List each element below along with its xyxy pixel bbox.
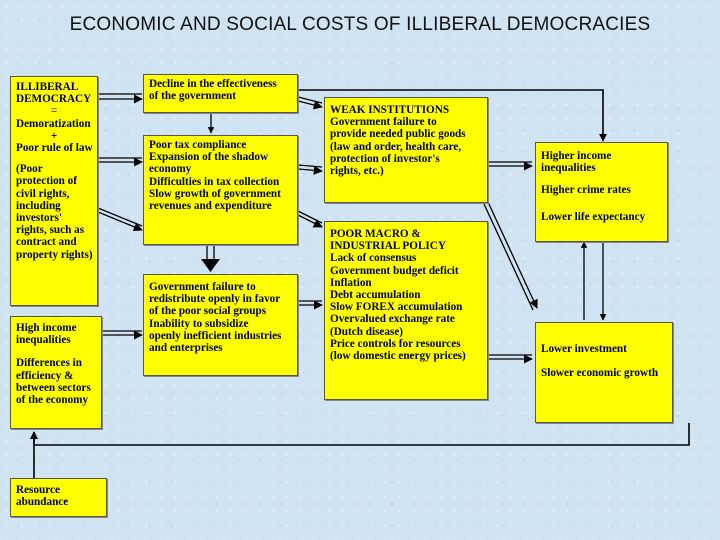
- arrow-weak-to-higher: [488, 162, 532, 166]
- box-text: property rights): [16, 248, 93, 261]
- arrow-macro-to-lower: [488, 355, 532, 359]
- arrow-redistribute-to-macro: [298, 301, 322, 305]
- tax-compliance-box: [143, 135, 298, 245]
- box-text: Inability to subsidize: [149, 317, 249, 330]
- box-text: DEMOCRACY: [16, 93, 92, 106]
- box-text: =: [50, 105, 58, 118]
- box-text: revenues and expenditure: [149, 200, 272, 213]
- box-text: including: [16, 199, 61, 212]
- box-text: Difficulties in tax collection: [149, 175, 280, 188]
- higher-inequalities-box: [535, 142, 668, 242]
- arrow-tax-to-macro: [298, 211, 322, 227]
- box-heading: INDUSTRIAL POLICY: [330, 240, 446, 253]
- box-text: protection of: [16, 175, 78, 188]
- box-text: Debt accumulation: [330, 289, 421, 302]
- box-text: Price controls for resources: [330, 337, 461, 350]
- box-text: civil rights,: [16, 187, 70, 200]
- box-text: Demoratization: [16, 117, 91, 130]
- redistribution-failure-box: [143, 274, 298, 376]
- box-text: inequalities: [541, 162, 596, 175]
- box-text: provide needed public goods: [330, 128, 466, 141]
- box-text: of the poor social groups: [149, 305, 267, 318]
- income-inequalities-box: [10, 316, 102, 429]
- box-text: Government failure to: [149, 281, 256, 293]
- box-text: and enterprises: [149, 342, 223, 355]
- box-text: Differences in: [16, 357, 82, 370]
- box-text: Inflation: [330, 276, 372, 289]
- box-text: (Poor: [16, 163, 43, 176]
- box-text: Poor tax compliance: [149, 139, 247, 151]
- lower-investment-box: [535, 322, 673, 423]
- box-text: efficiency &: [16, 369, 74, 382]
- box-heading: POOR MACRO &: [330, 228, 421, 240]
- box-text: contract and: [16, 236, 77, 249]
- macro-industrial-policy-box: [324, 221, 488, 400]
- box-text: Higher income: [541, 150, 612, 162]
- arrow-illiberal-to-decline: [98, 94, 142, 99]
- box-text: Higher crime rates: [541, 184, 631, 197]
- box-text: High income: [16, 322, 77, 334]
- diagram-title: ECONOMIC AND SOCIAL COSTS OF ILLIBERAL DEMOCRACIES: [69, 14, 651, 35]
- box-text: +: [50, 129, 58, 142]
- box-text: Slow growth of government: [149, 187, 281, 200]
- box-text: (law and order, health care,: [330, 140, 462, 153]
- box-text: Lower life expectancy: [541, 210, 646, 223]
- arrow-weak-to-lower: [484, 202, 537, 310]
- box-text: rights, etc.): [330, 165, 384, 178]
- box-text: Lack of consensus: [330, 252, 417, 265]
- box-text: Government failure to: [330, 116, 437, 129]
- box-text: Slower economic growth: [541, 367, 659, 380]
- box-text: Overvalued exchange rate: [330, 313, 455, 326]
- box-text: abundance: [16, 496, 69, 509]
- box-text: of the economy: [16, 394, 89, 407]
- box-text: economy: [149, 163, 192, 176]
- decline-effectiveness-box: [143, 74, 298, 113]
- arrow-lower-to-inequalities: [34, 423, 689, 445]
- box-text: investors': [16, 212, 62, 225]
- box-text: inequalities: [16, 334, 71, 347]
- box-text: Poor rule of law: [16, 142, 93, 155]
- box-text: between sectors: [16, 381, 91, 394]
- box-text: Slow FOREX accumulation: [330, 301, 463, 314]
- box-text: ILLIBERAL: [16, 81, 79, 93]
- box-text: openly inefficient industries: [149, 329, 282, 342]
- arrow-decline-to-weak: [298, 97, 322, 107]
- arrow-tax-to-redistribute: [201, 245, 220, 272]
- resource-abundance-box: [10, 478, 107, 517]
- box-text: Government budget deficit: [330, 264, 459, 277]
- box-text: rights, such as: [16, 224, 85, 237]
- box-text: protection of investor's: [330, 152, 440, 165]
- weak-institutions-box: [324, 97, 488, 203]
- box-text: redistribute openly in favor: [149, 293, 281, 306]
- box-text: of the government: [149, 90, 236, 103]
- box-heading: WEAK INSTITUTIONS: [330, 104, 450, 116]
- arrow-illiberal-to-tax: [98, 158, 142, 162]
- box-text: Resource: [16, 484, 60, 496]
- box-text: Lower investment: [541, 343, 627, 355]
- box-text: Decline in the effectiveness: [149, 78, 277, 90]
- arrow-illiberal-to-redistribute: [98, 208, 142, 230]
- illiberal-democracy-box: [10, 76, 98, 306]
- arrow-inequalities-to-redistribute: [102, 331, 142, 335]
- box-text: (Dutch disease): [330, 325, 404, 338]
- box-text: (low domestic energy prices): [330, 350, 466, 363]
- arrow-tax-to-weak: [298, 165, 322, 171]
- box-text: Expansion of the shadow: [149, 151, 269, 164]
